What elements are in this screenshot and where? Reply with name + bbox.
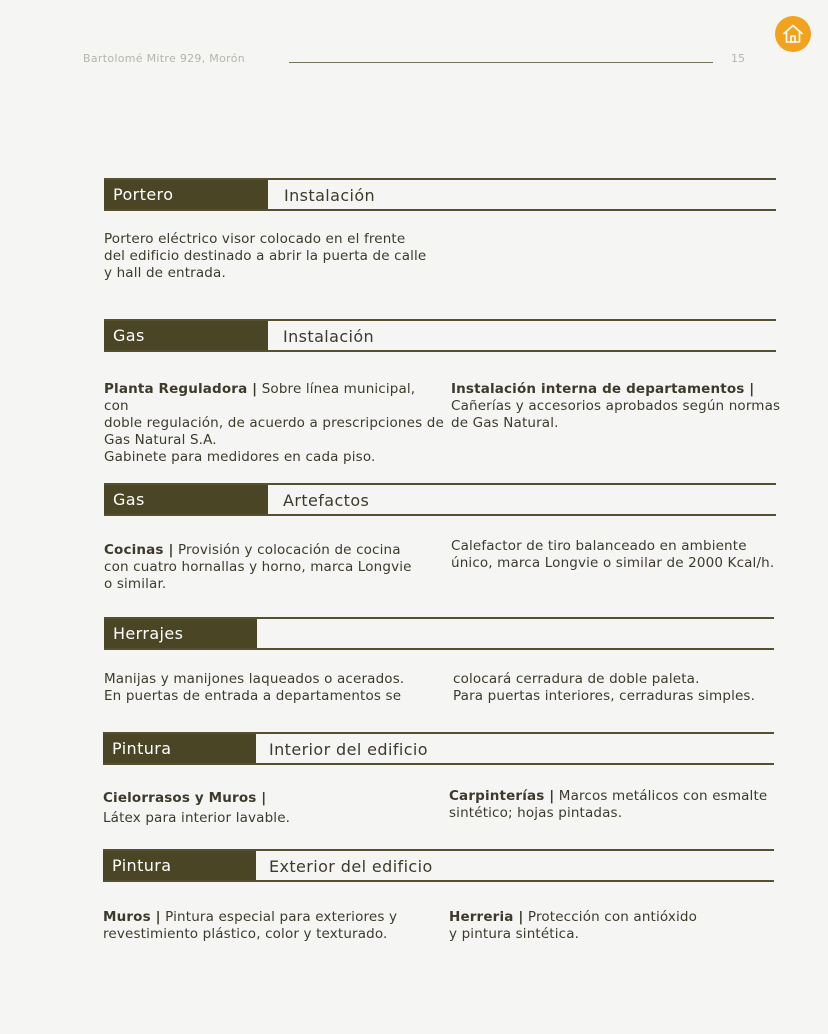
section-label: Gas	[104, 485, 268, 514]
section-bar-gas-instalacion	[104, 319, 776, 352]
section-label: Gas	[104, 321, 268, 350]
portero-description: Portero eléctrico visor colocado en el frente del edificio destinado a abrir la puerta de calle y hall de entrada.	[104, 231, 427, 281]
section-bar-portero	[104, 178, 776, 211]
section-bar-herrajes	[104, 617, 774, 650]
pintura-exterior-left: Muros | Pintura especial para exteriores y revestimiento plástico, color y texturado.	[103, 909, 398, 942]
section-label: Herrajes	[104, 619, 257, 648]
gas-artefactos-right: Calefactor de tiro balanceado en ambiente único, marca Longvie o similar de 2000 Kcal/h.	[451, 538, 775, 571]
section-title: Exterior del edificio	[269, 857, 433, 876]
section-title: Instalación	[283, 327, 375, 346]
section-label: Portero	[104, 180, 268, 209]
pintura-interior-right: Carpinterías | Marcos metálicos con esmalte sintético; hojas pintadas.	[449, 788, 768, 821]
header-divider	[289, 62, 713, 63]
section-title: Interior del edificio	[269, 740, 428, 759]
herrajes-left: Manijas y manijones laqueados o acerados. En puertas de entrada a departamentos se	[104, 671, 405, 704]
section-title: Artefactos	[283, 491, 370, 510]
section-bar-pintura-exterior	[103, 849, 774, 882]
section-bar-pintura-interior	[103, 732, 774, 765]
header-address: Bartolomé Mitre 929, Morón	[83, 52, 246, 65]
section-label: Pintura	[103, 851, 256, 880]
pintura-interior-left: Cielorrasos y Muros | Látex para interior lavable.	[103, 790, 291, 826]
herrajes-right: colocará cerradura de doble paleta. Para puertas interiores, cerraduras simples.	[453, 671, 756, 704]
page-number: 15	[731, 52, 745, 65]
gas-instalacion-left: Planta Reguladora | Sobre línea municipal, con doble regulación, de acuerdo a prescripciones de Gas Natural S.A. Gabinete para medidores en cada piso.	[104, 381, 444, 465]
gas-instalacion-right: Instalación interna de departamentos | Cañerías y accesorios aprobados según normas de Gas Natural.	[451, 381, 781, 431]
home-icon	[781, 22, 805, 46]
section-title: Instalación	[284, 186, 376, 205]
section-bar-gas-artefactos	[104, 483, 776, 516]
home-button[interactable]	[775, 16, 811, 52]
pintura-exterior-right: Herreria | Protección con antióxido y pintura sintética.	[449, 909, 698, 942]
gas-artefactos-left: Cocinas | Provisión y colocación de cocina con cuatro hornallas y horno, marca Longvie o similar.	[104, 542, 412, 592]
section-label: Pintura	[103, 734, 256, 763]
